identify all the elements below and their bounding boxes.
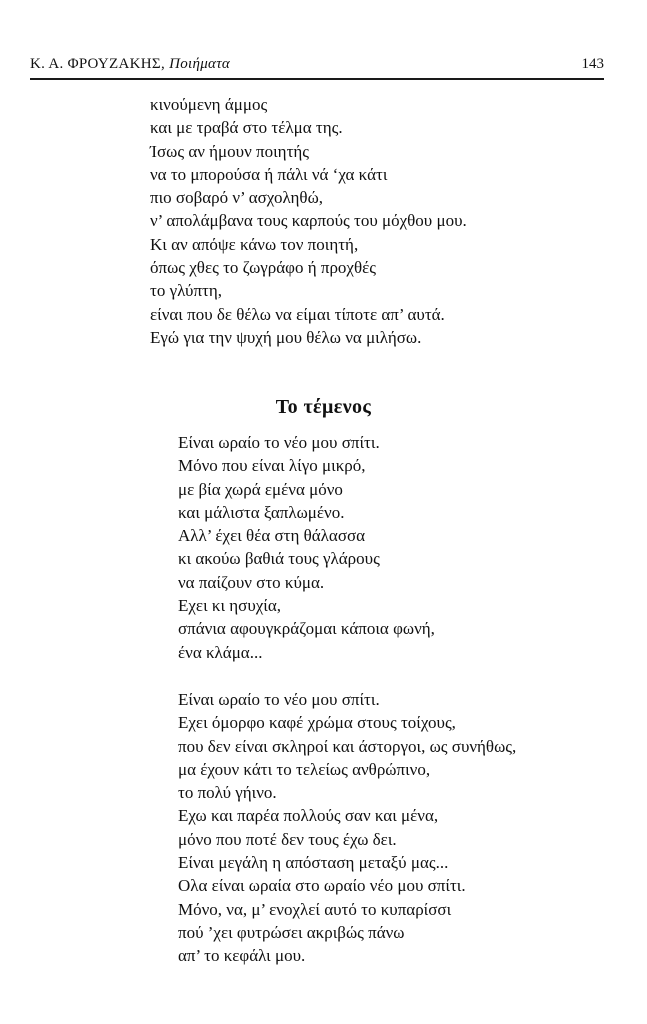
poem-line: να το μπορούσα ή πάλι νά ‘χα κάτι [150, 164, 388, 184]
poem-line: πιο σοβαρό ν’ ασχοληθώ, [150, 188, 324, 208]
poem-line: Κι αν απόψε κάνω τον ποιητή, [150, 234, 359, 254]
header-left [30, 56, 230, 73]
poem-line: και με τραβά στο τέλμα της. [150, 118, 343, 138]
poem-line: ν’ απολάμβανα τους καρπούς του μόχθου μου. [150, 211, 467, 231]
header-author: Κ. Α. ΦΡΟΥΖΑΚΗΣ, [30, 56, 166, 72]
poem-line: ένα κλάμα... [178, 642, 263, 662]
poem-line: με βία χωρά εμένα μόνο [178, 479, 343, 499]
poem-line: Είναι ωραίο το νέο μου σπίτι. [178, 690, 380, 709]
poem-line: Μόνο που είναι λίγο μικρό, [178, 456, 366, 476]
poem-line: Εχει κι ησυχία, [178, 596, 282, 616]
poem-line: απ’ το κεφάλι μου. [178, 946, 306, 966]
poem-line: όπως χθες το ζωγράφο ή προχθές [150, 258, 376, 278]
poem-line: Εγώ για την ψυχή μου θέλω να μιλήσω. [150, 327, 422, 347]
poem-line: μα έχουν κάτι το τελείως ανθρώπινο, [178, 759, 431, 779]
poem-line: κι ακούω βαθιά τους γλάρους [178, 549, 380, 569]
poem-line: Εχει όμορφο καφέ χρώμα στους τοίχους, [178, 713, 456, 733]
poem-line: το γλύπτη, [150, 281, 223, 301]
poem-line: το πολύ γήινο. [178, 783, 277, 803]
poem-line: Εχω και παρέα πολλούς σαν και μένα, [178, 806, 439, 826]
header-work-title: Ποιήματα [169, 56, 231, 72]
poem-line: που δεν είναι σκληροί και άστοργοι, ως συνήθως, [178, 736, 517, 756]
poem-title: Το τέμενος [275, 396, 372, 418]
poem-stanza-1 [178, 431, 435, 664]
poem-line: σπάνια αφουγκράζομαι κάποια φωνή, [178, 619, 435, 639]
poem-line: Είναι μεγάλη η απόσταση μεταξύ μας... [178, 853, 449, 873]
poem-line: να παίζουν στο κύμα. [178, 572, 325, 592]
previous-poem-continuation [150, 93, 467, 349]
poem-line: και μάλιστα ξαπλωμένο. [178, 502, 345, 522]
poem-line: Ίσως αν ήμουν ποιητής [150, 141, 310, 161]
page-number: 143 [581, 56, 604, 72]
poem-stanza-2 [178, 688, 516, 968]
poem-line: κινούμενη άμμος [150, 95, 268, 114]
poem-line: Ολα είναι ωραία στο ωραίο νέο μου σπίτι. [178, 876, 466, 896]
poem-line: Είναι ωραίο το νέο μου σπίτι. [178, 433, 380, 452]
poem-line: Μόνο, να, μ’ ενοχλεί αυτό το κυπαρίσσι [178, 899, 452, 919]
poem-line: Αλλ’ έχει θέα στη θάλασσα [178, 526, 366, 546]
poem-line: μόνο που ποτέ δεν τους έχω δει. [178, 829, 397, 849]
running-header [30, 56, 604, 80]
poem-line: είναι που δε θέλω να είμαι τίποτε απ’ αυτά. [150, 304, 445, 324]
poem-line: πού ’χει φυτρώσει ακριβώς πάνω [178, 922, 405, 942]
